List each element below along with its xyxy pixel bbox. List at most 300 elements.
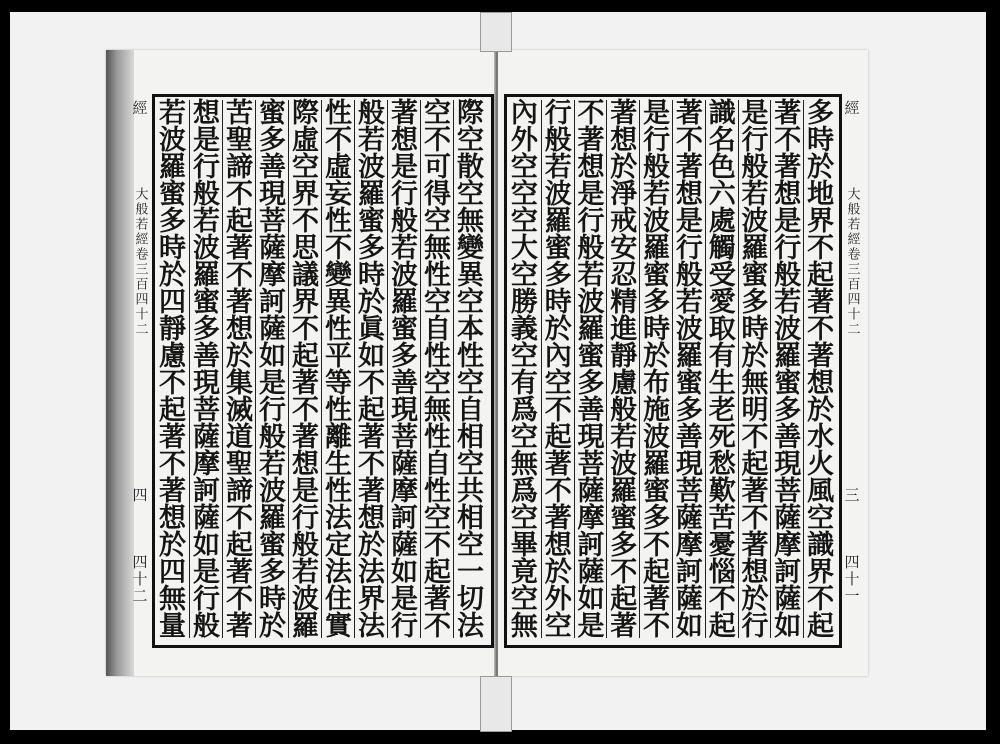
character: 著 xyxy=(544,449,572,480)
character: 忍 xyxy=(610,260,638,291)
character: 無 xyxy=(741,368,769,399)
character: 訶 xyxy=(391,503,418,534)
character: 多 xyxy=(159,206,186,237)
right-column-5 xyxy=(672,98,706,642)
character: 著 xyxy=(741,476,769,507)
character: 道 xyxy=(226,422,253,453)
character: 性 xyxy=(457,341,484,372)
character: 是 xyxy=(577,611,605,642)
character: 法 xyxy=(325,557,352,588)
character: 空 xyxy=(457,287,484,318)
character: 無 xyxy=(510,449,538,480)
right-column-8 xyxy=(574,98,608,642)
character: 性 xyxy=(325,314,352,345)
character: 性 xyxy=(424,476,451,507)
character: 性 xyxy=(424,260,451,291)
character: 行 xyxy=(741,125,769,156)
character: 住 xyxy=(325,584,352,615)
character: 著 xyxy=(292,422,319,453)
character: 法 xyxy=(358,611,385,642)
character: 如 xyxy=(358,341,385,372)
character: 不 xyxy=(226,260,253,291)
character: 蜜 xyxy=(577,341,605,372)
character: 著 xyxy=(675,98,703,129)
character: 於 xyxy=(159,260,186,291)
character: 波 xyxy=(643,422,671,453)
character: 訶 xyxy=(259,287,286,318)
character: 時 xyxy=(259,584,286,615)
character: 善 xyxy=(391,368,418,399)
character: 波 xyxy=(577,287,605,318)
character: 不 xyxy=(610,557,638,588)
character: 爲 xyxy=(510,395,538,426)
character: 般 xyxy=(544,125,572,156)
character: 羅 xyxy=(675,341,703,372)
character: 施 xyxy=(643,395,671,426)
character: 不 xyxy=(226,584,253,615)
right-column-6 xyxy=(639,98,673,642)
character: 如 xyxy=(259,341,286,372)
character: 不 xyxy=(643,530,671,561)
character: 於 xyxy=(741,341,769,372)
character: 水 xyxy=(807,422,835,453)
character: 共 xyxy=(457,476,484,507)
character: 蜜 xyxy=(259,530,286,561)
character: 不 xyxy=(325,125,352,156)
character: 如 xyxy=(577,584,605,615)
character: 於 xyxy=(544,557,572,588)
character: 蜜 xyxy=(643,476,671,507)
character: 離 xyxy=(325,422,352,453)
character: 蜜 xyxy=(741,260,769,291)
character: 於 xyxy=(643,341,671,372)
character: 平 xyxy=(325,341,352,372)
character: 若 xyxy=(159,98,186,129)
left-margin-title: 經 xyxy=(130,100,149,117)
character: 變 xyxy=(325,260,352,291)
character: 蜜 xyxy=(774,368,802,399)
character: 行 xyxy=(193,152,220,183)
character: 妄 xyxy=(325,179,352,210)
character: 淨 xyxy=(610,179,638,210)
character: 等 xyxy=(325,368,352,399)
character: 行 xyxy=(259,395,286,426)
character: 時 xyxy=(544,287,572,318)
right-page xyxy=(498,50,868,676)
character: 不 xyxy=(159,368,186,399)
character: 般 xyxy=(358,98,385,129)
character: 性 xyxy=(424,422,451,453)
character: 於 xyxy=(259,611,286,642)
character: 不 xyxy=(741,422,769,453)
character: 異 xyxy=(457,260,484,291)
character: 波 xyxy=(259,476,286,507)
character: 切 xyxy=(457,584,484,615)
character: 不 xyxy=(544,476,572,507)
character: 著 xyxy=(774,98,802,129)
right-margin-sutra-title: 大般若經卷三百四十二 xyxy=(844,187,860,337)
character: 若 xyxy=(391,233,418,264)
character: 法 xyxy=(325,503,352,534)
character: 集 xyxy=(226,368,253,399)
character: 不 xyxy=(708,584,736,615)
character: 不 xyxy=(741,503,769,534)
character: 波 xyxy=(159,125,186,156)
character: 是 xyxy=(741,98,769,129)
character: 空 xyxy=(510,341,538,372)
character: 善 xyxy=(259,152,286,183)
character: 無 xyxy=(424,395,451,426)
character: 得 xyxy=(424,179,451,210)
character: 空 xyxy=(510,260,538,291)
character: 界 xyxy=(292,179,319,210)
character: 憂 xyxy=(708,530,736,561)
character: 想 xyxy=(807,368,835,399)
character: 畢 xyxy=(510,530,538,561)
character: 著 xyxy=(807,341,835,372)
character: 訶 xyxy=(675,557,703,588)
character: 波 xyxy=(193,233,220,264)
right-column-1 xyxy=(803,98,837,642)
character: 起 xyxy=(807,611,835,642)
character: 蜜 xyxy=(159,179,186,210)
character: 異 xyxy=(325,287,352,318)
character: 著 xyxy=(292,368,319,399)
character: 現 xyxy=(259,179,286,210)
left-column-3 xyxy=(387,98,421,642)
character: 般 xyxy=(741,152,769,183)
character: 不 xyxy=(675,125,703,156)
character: 行 xyxy=(741,611,769,642)
character: 時 xyxy=(643,314,671,345)
character: 四 xyxy=(159,287,186,318)
character: 是 xyxy=(292,476,319,507)
character: 慮 xyxy=(159,341,186,372)
character: 般 xyxy=(391,206,418,237)
character: 四 xyxy=(159,557,186,588)
character: 羅 xyxy=(159,152,186,183)
character: 善 xyxy=(577,395,605,426)
character: 法 xyxy=(358,557,385,588)
character: 不 xyxy=(424,611,451,642)
character: 空 xyxy=(510,584,538,615)
character: 是 xyxy=(391,152,418,183)
character: 靜 xyxy=(610,341,638,372)
character: 無 xyxy=(159,584,186,615)
character: 行 xyxy=(577,206,605,237)
character: 波 xyxy=(292,584,319,615)
character: 生 xyxy=(708,368,736,399)
character: 火 xyxy=(807,449,835,480)
character: 羅 xyxy=(774,341,802,372)
character: 不 xyxy=(226,503,253,534)
character: 著 xyxy=(226,557,253,588)
character: 蜜 xyxy=(391,314,418,345)
character: 摩 xyxy=(259,260,286,291)
character: 行 xyxy=(675,233,703,264)
character: 不 xyxy=(424,530,451,561)
left-column-1 xyxy=(453,98,487,642)
left-page-margin xyxy=(128,94,152,648)
character: 空 xyxy=(424,368,451,399)
left-column-7 xyxy=(255,98,289,642)
character: 行 xyxy=(544,98,572,129)
left-column-10 xyxy=(156,98,189,642)
character: 現 xyxy=(391,395,418,426)
character: 想 xyxy=(159,503,186,534)
right-margin-leaf-number: 三 xyxy=(842,487,861,504)
top-binding-tab xyxy=(480,12,512,52)
character: 行 xyxy=(391,611,418,642)
character: 想 xyxy=(610,125,638,156)
character: 多 xyxy=(577,368,605,399)
character: 大 xyxy=(510,233,538,264)
character: 著 xyxy=(226,287,253,318)
character: 摩 xyxy=(193,449,220,480)
character: 於 xyxy=(610,152,638,183)
character: 於 xyxy=(358,287,385,318)
character: 想 xyxy=(544,530,572,561)
character: 際 xyxy=(292,98,319,129)
character: 薩 xyxy=(259,314,286,345)
character: 是 xyxy=(193,125,220,156)
character: 多 xyxy=(193,314,220,345)
character: 不 xyxy=(358,449,385,480)
character: 不 xyxy=(807,314,835,345)
character: 摩 xyxy=(391,476,418,507)
character: 空 xyxy=(544,368,572,399)
character: 多 xyxy=(610,530,638,561)
character: 相 xyxy=(457,422,484,453)
character: 著 xyxy=(577,125,605,156)
character: 著 xyxy=(358,422,385,453)
character: 無 xyxy=(510,611,538,642)
left-page xyxy=(106,50,496,676)
character: 不 xyxy=(292,395,319,426)
right-column-3 xyxy=(738,98,772,642)
character: 著 xyxy=(358,476,385,507)
character: 老 xyxy=(708,395,736,426)
character: 蜜 xyxy=(544,233,572,264)
character: 羅 xyxy=(358,179,385,210)
character: 般 xyxy=(577,233,605,264)
character: 不 xyxy=(807,233,835,264)
character: 於 xyxy=(358,530,385,561)
character: 現 xyxy=(193,368,220,399)
character: 不 xyxy=(544,395,572,426)
character: 蜜 xyxy=(193,287,220,318)
character: 若 xyxy=(577,260,605,291)
character: 內 xyxy=(544,341,572,372)
character: 是 xyxy=(259,368,286,399)
character: 慮 xyxy=(610,368,638,399)
character: 摩 xyxy=(675,530,703,561)
character: 量 xyxy=(159,611,186,642)
left-column-6 xyxy=(288,98,322,642)
character: 善 xyxy=(675,422,703,453)
left-column-9 xyxy=(189,98,223,642)
character: 於 xyxy=(159,530,186,561)
character: 諦 xyxy=(226,476,253,507)
character: 般 xyxy=(774,260,802,291)
character: 若 xyxy=(259,449,286,480)
right-page-margin xyxy=(840,94,864,648)
character: 死 xyxy=(708,422,736,453)
left-column-5 xyxy=(321,98,355,642)
character: 觸 xyxy=(708,233,736,264)
character: 是 xyxy=(643,98,671,129)
character: 六 xyxy=(708,179,736,210)
character: 羅 xyxy=(391,287,418,318)
right-column-9 xyxy=(541,98,575,642)
character: 性 xyxy=(325,98,352,129)
character: 若 xyxy=(610,422,638,453)
left-column-8 xyxy=(222,98,256,642)
character: 羅 xyxy=(292,611,319,642)
character: 羅 xyxy=(544,206,572,237)
character: 不 xyxy=(424,125,451,156)
character: 善 xyxy=(193,341,220,372)
character: 布 xyxy=(643,368,671,399)
character: 聖 xyxy=(226,125,253,156)
character: 著 xyxy=(226,233,253,264)
character: 摩 xyxy=(774,530,802,561)
left-margin-sutra-title: 大般若經卷三百四十二 xyxy=(132,187,148,337)
character: 羅 xyxy=(741,233,769,264)
character: 起 xyxy=(708,611,736,642)
character: 薩 xyxy=(774,584,802,615)
character: 生 xyxy=(325,449,352,480)
character: 外 xyxy=(510,125,538,156)
character: 想 xyxy=(741,557,769,588)
character: 際 xyxy=(457,98,484,129)
character: 可 xyxy=(424,152,451,183)
character: 有 xyxy=(708,341,736,372)
character: 義 xyxy=(510,314,538,345)
character: 是 xyxy=(193,557,220,588)
character: 般 xyxy=(675,260,703,291)
character: 空 xyxy=(424,206,451,237)
character: 於 xyxy=(741,584,769,615)
character: 空 xyxy=(457,179,484,210)
right-margin-title: 經 xyxy=(842,100,861,117)
character: 一 xyxy=(457,557,484,588)
character: 處 xyxy=(708,206,736,237)
character: 不 xyxy=(643,611,671,642)
character: 著 xyxy=(544,503,572,534)
character: 波 xyxy=(675,314,703,345)
character: 相 xyxy=(457,503,484,534)
character: 薩 xyxy=(391,449,418,480)
character: 若 xyxy=(193,206,220,237)
character: 空 xyxy=(544,611,572,642)
character: 現 xyxy=(577,422,605,453)
character: 著 xyxy=(159,422,186,453)
character: 菩 xyxy=(259,206,286,237)
character: 著 xyxy=(741,530,769,561)
character: 識 xyxy=(708,98,736,129)
character: 空 xyxy=(510,422,538,453)
character: 多 xyxy=(643,287,671,318)
character: 空 xyxy=(807,503,835,534)
right-column-4 xyxy=(705,98,739,642)
character: 是 xyxy=(577,179,605,210)
character: 空 xyxy=(424,503,451,534)
character: 想 xyxy=(774,179,802,210)
character: 羅 xyxy=(643,233,671,264)
character: 起 xyxy=(610,584,638,615)
character: 波 xyxy=(774,314,802,345)
character: 無 xyxy=(424,233,451,264)
character: 時 xyxy=(358,260,385,291)
character: 多 xyxy=(259,125,286,156)
character: 色 xyxy=(708,152,736,183)
character: 起 xyxy=(358,395,385,426)
character: 苦 xyxy=(708,503,736,534)
character: 空 xyxy=(510,503,538,534)
character: 定 xyxy=(325,530,352,561)
character: 地 xyxy=(807,179,835,210)
character: 性 xyxy=(325,206,352,237)
character: 於 xyxy=(807,395,835,426)
character: 羅 xyxy=(577,314,605,345)
character: 名 xyxy=(708,125,736,156)
character: 若 xyxy=(544,152,572,183)
left-margin-leaf-number: 四 xyxy=(130,487,149,504)
character: 想 xyxy=(675,179,703,210)
character: 無 xyxy=(457,206,484,237)
character: 薩 xyxy=(774,503,802,534)
character: 若 xyxy=(675,287,703,318)
character: 不 xyxy=(807,584,835,615)
character: 取 xyxy=(708,314,736,345)
character: 波 xyxy=(544,179,572,210)
character: 起 xyxy=(424,557,451,588)
character: 時 xyxy=(159,233,186,264)
character: 如 xyxy=(193,530,220,561)
character: 著 xyxy=(159,476,186,507)
right-column-10 xyxy=(508,98,541,642)
character: 不 xyxy=(292,206,319,237)
character: 性 xyxy=(424,341,451,372)
character: 般 xyxy=(259,422,286,453)
character: 著 xyxy=(610,611,638,642)
character: 起 xyxy=(544,422,572,453)
character: 爲 xyxy=(510,476,538,507)
character: 蜜 xyxy=(675,368,703,399)
open-book xyxy=(106,50,868,676)
character: 內 xyxy=(510,98,538,129)
character: 不 xyxy=(226,179,253,210)
character: 薩 xyxy=(193,422,220,453)
character: 苦 xyxy=(226,98,253,129)
character: 於 xyxy=(544,314,572,345)
character: 起 xyxy=(643,557,671,588)
character: 想 xyxy=(391,125,418,156)
right-margin-leaf-label: 四十一 xyxy=(842,554,861,605)
character: 起 xyxy=(226,206,253,237)
character: 空 xyxy=(457,530,484,561)
character: 眞 xyxy=(358,314,385,345)
character: 安 xyxy=(610,233,638,264)
character: 界 xyxy=(292,287,319,318)
character: 界 xyxy=(807,557,835,588)
character: 般 xyxy=(643,152,671,183)
character: 界 xyxy=(358,584,385,615)
character: 聖 xyxy=(226,449,253,480)
character: 訶 xyxy=(774,557,802,588)
character: 著 xyxy=(391,98,418,129)
